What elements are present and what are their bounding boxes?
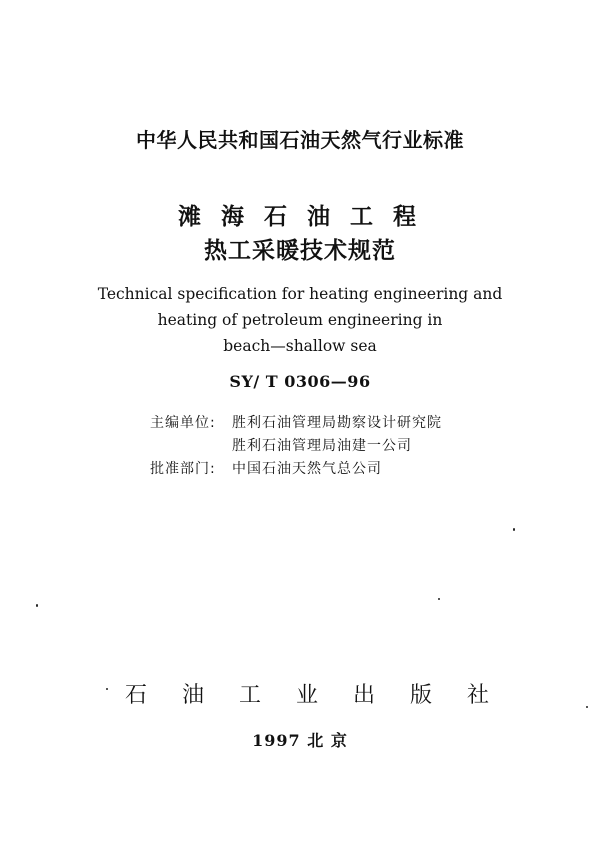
organization-label [150,435,232,458]
title-english-line-3: beach—shallow sea [223,337,377,355]
publisher-name: 石 油 工 业 出 版 社 [125,683,503,708]
organization-label: 批准部门: [150,461,216,477]
organization-value: 胜利石油管理局勘察设计研究院 [232,415,442,431]
organization-row [150,412,442,435]
industry-standard-heading: 中华人民共和国石油天然气行业标准 [136,128,464,152]
organization-row [150,458,442,481]
title-chinese-line-1: 滩 海 石 油 工 程 [177,204,423,230]
scan-speck [106,688,108,690]
title-english-line-1: Technical specification for heating engineering and [97,285,503,303]
publication-date-place: 1997 北 京 [252,731,348,750]
title-english-line-2: heating of petroleum engineering in [157,311,443,329]
scan-speck [36,604,38,607]
organization-label: 主编单位: [150,415,216,431]
title-english [0,281,600,359]
standard-number: SY/ T 0306—96 [229,372,371,391]
scan-speck [586,706,588,708]
title-chinese-line-2: 热工采暖技术规范 [204,238,396,264]
organization-value: 中国石油天然气总公司 [232,461,382,477]
organization-value: 胜利石油管理局油建一公司 [232,438,412,454]
organization-row [150,435,442,458]
scan-speck [513,528,515,531]
organization-block [150,412,442,481]
scan-speck [438,598,440,600]
